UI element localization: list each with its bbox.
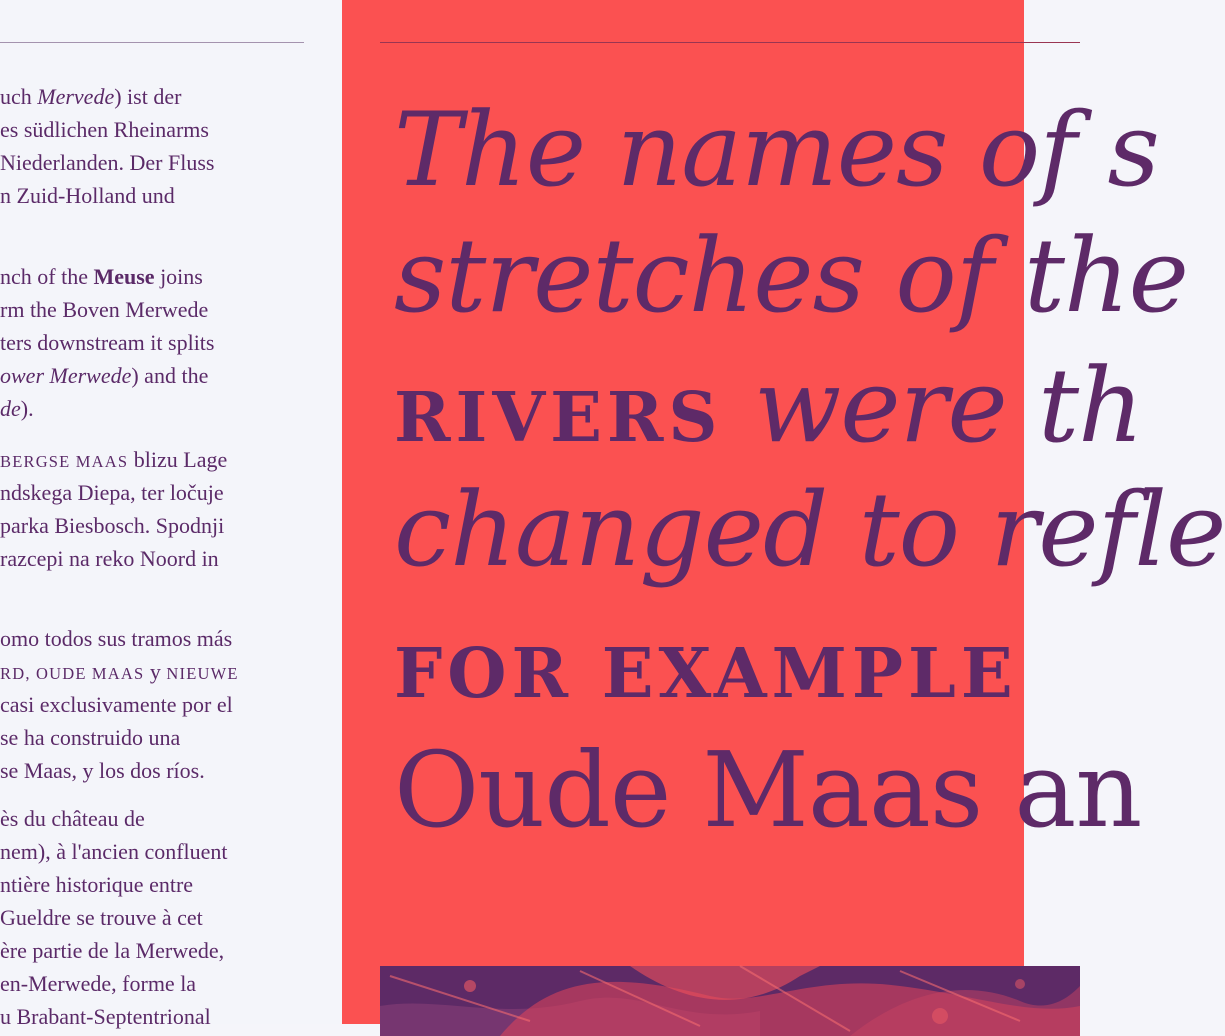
body-text-segment: y [144, 659, 167, 684]
body-text-segment: uch [0, 84, 38, 109]
display-line-3-smallcaps: RIVERS [394, 378, 723, 458]
body-text-segment: ntière historique entre [0, 872, 194, 897]
halftone-texture-image [380, 966, 1080, 1036]
body-text-line [0, 332, 214, 354]
body-text-line [0, 808, 145, 830]
right-display-panel [342, 0, 1225, 1024]
right-top-rule [380, 42, 1080, 43]
body-text-segment: blizu Lage [128, 447, 228, 472]
left-text-column [0, 0, 342, 1029]
body-text-segment: joins [154, 264, 203, 289]
body-text-segment: Meuse [93, 264, 155, 289]
body-text-line [0, 266, 203, 288]
body-text-segment: ndskega Diepa, ter ločuje [0, 480, 224, 505]
display-line-2: stretches of the [394, 217, 1189, 336]
body-text-line [0, 299, 208, 321]
body-text-segment: u Brabant-Septentrional [0, 1004, 211, 1029]
body-text-line [0, 152, 214, 174]
body-text-line [0, 727, 180, 749]
body-text-line [0, 661, 239, 683]
display-line-3 [394, 347, 1143, 466]
display-line-4: changed to refle [394, 471, 1225, 590]
body-text-segment: casi exclusivamente por el [0, 692, 233, 717]
body-text-segment: Niederlanden. Der Fluss [0, 150, 215, 175]
body-text-line [0, 973, 196, 995]
body-text-segment: ower Merwede [0, 363, 132, 388]
body-text-segment: en-Merwede, forme la [0, 971, 197, 996]
body-text-segment: se ha construido una [0, 725, 181, 750]
body-text-segment: ère partie de la Merwede, [0, 938, 225, 963]
body-text-segment: Mervede [37, 84, 115, 109]
body-text-segment: ) and the [131, 363, 209, 388]
display-line-6: Oude Maas an [394, 729, 1142, 851]
body-text-line [0, 398, 34, 420]
body-text-segment: nem), à l'ancien confluent [0, 839, 228, 864]
display-line-3-rest: were th [722, 347, 1143, 466]
body-text-line [0, 515, 224, 537]
body-text-line [0, 86, 181, 108]
body-text-segment: razcepi na reko Noord in [0, 546, 219, 571]
body-text-line [0, 185, 175, 207]
body-text-line [0, 548, 219, 570]
body-text-line [0, 907, 203, 929]
halftone-photo-strip [380, 966, 1080, 1036]
body-text-line [0, 1006, 211, 1028]
body-text-segment: ès du château de [0, 806, 145, 831]
body-text-segment: es südlichen Rheinarms [0, 117, 209, 142]
body-text-line [0, 694, 233, 716]
body-text-segment: RD, OUDE MAAS [0, 664, 145, 683]
body-text-line [0, 874, 193, 896]
body-text-line [0, 760, 205, 782]
body-text-segment: BERGSE MAAS [0, 452, 129, 471]
body-text-line [0, 841, 228, 863]
body-text-segment: ) ist der [114, 84, 182, 109]
body-text-segment: rm the Boven Merwede [0, 297, 209, 322]
body-text-segment: nch of the [0, 264, 94, 289]
body-text-segment: NIEUWE [166, 664, 239, 683]
body-text-segment: ). [20, 396, 34, 421]
body-text-segment: Gueldre se trouve à cet [0, 905, 203, 930]
body-text-line [0, 365, 208, 387]
body-text-segment: ters downstream it splits [0, 330, 215, 355]
display-line-5: FOR EXAMPLE [394, 634, 1018, 714]
body-text-line [0, 940, 224, 962]
left-top-rule [0, 42, 304, 43]
display-line-1: The names of s [394, 91, 1159, 210]
body-text-segment: omo todos sus tramos más [0, 626, 233, 651]
body-text-line [0, 482, 224, 504]
body-text-segment: de [0, 396, 21, 421]
body-text-segment: parka Biesbosch. Spodnji [0, 513, 225, 538]
body-text-segment: n Zuid-Holland und [0, 183, 175, 208]
body-text-line [0, 628, 232, 650]
body-text-line [0, 449, 227, 471]
body-text-segment: se Maas, y los dos ríos. [0, 758, 205, 783]
body-text-line [0, 119, 209, 141]
